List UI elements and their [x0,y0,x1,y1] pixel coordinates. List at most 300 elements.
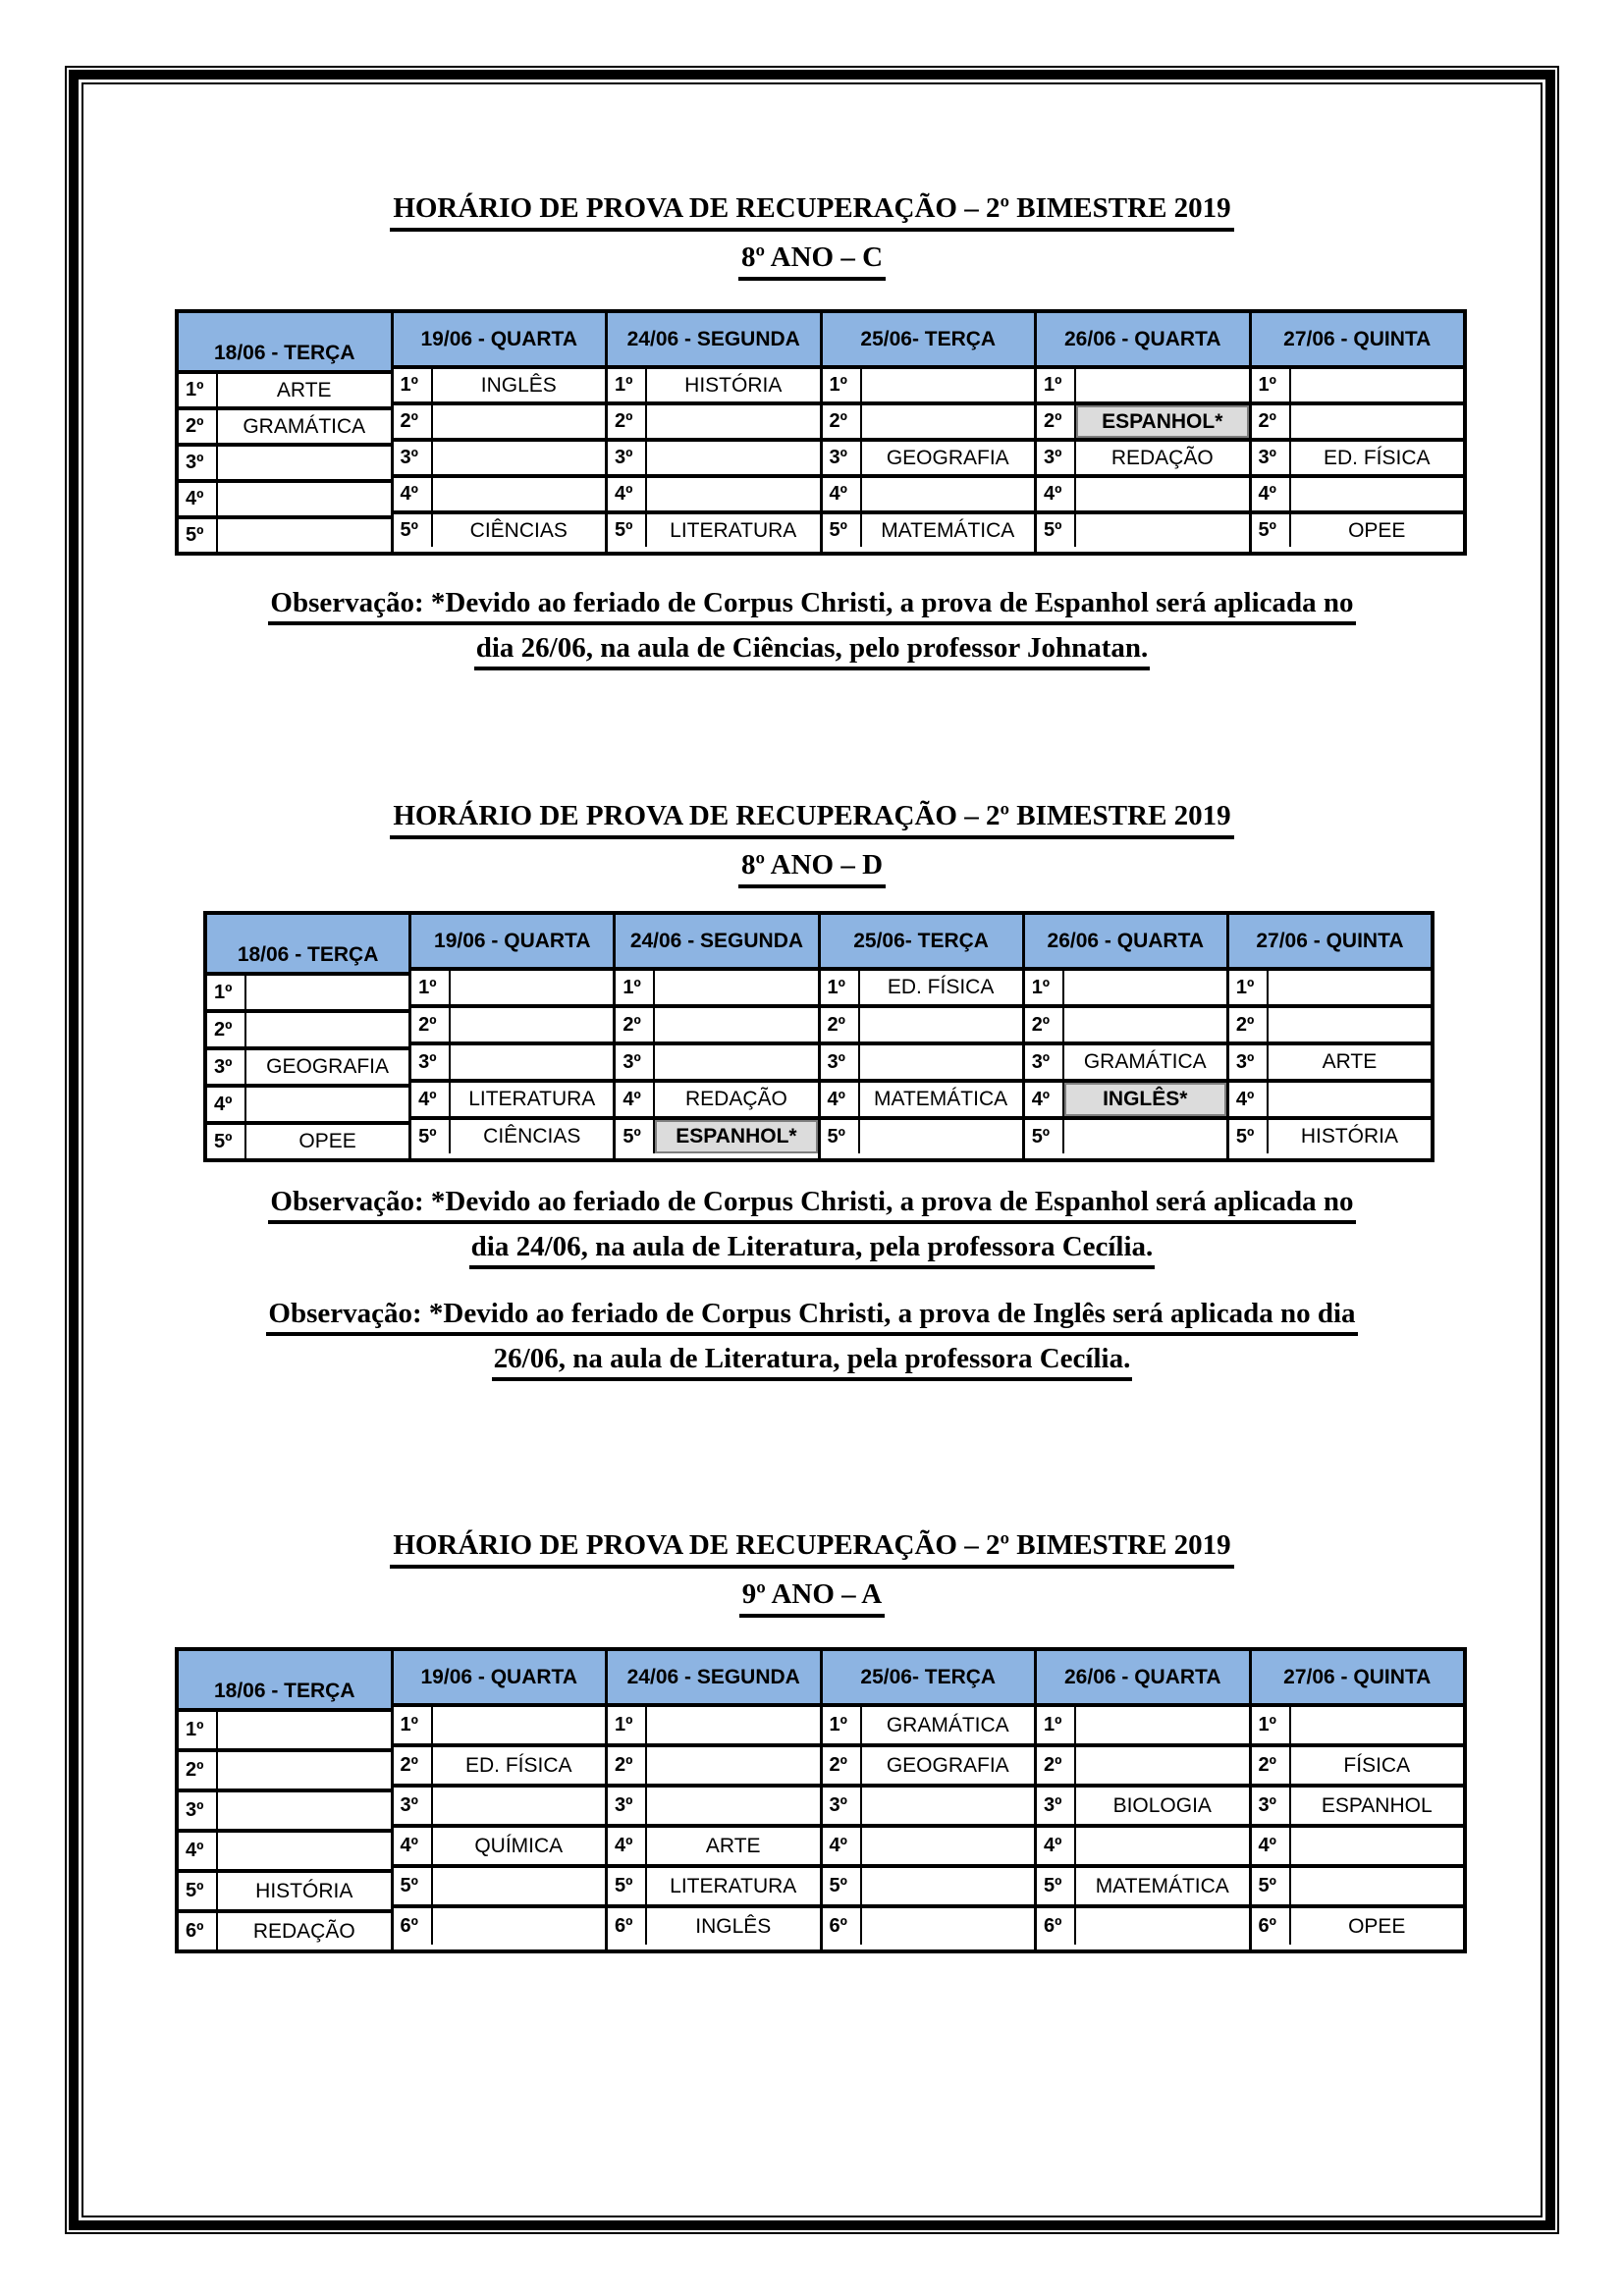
schedule-row [1252,369,1464,405]
subject-cell: ED. FÍSICA [1323,446,1431,469]
period-label: 2º [1252,1747,1291,1784]
period-label: 3º [823,1788,862,1824]
day-column [408,915,613,1158]
schedule-row [608,478,820,514]
period-label: 4º [179,483,218,515]
empty-cell [1076,1908,1249,1945]
period-label: 5º [1037,1868,1076,1904]
period-label: 5º [394,514,433,547]
period-label: 1º [394,369,433,401]
day-header: 24/06 - SEGUNDA [608,1651,820,1707]
schedule-row [1229,1008,1431,1045]
period-label: 3º [823,442,862,474]
period-label: 5º [616,1120,655,1153]
empty-cell [451,1008,613,1041]
schedule-row [821,1083,1022,1120]
subject-cell: FÍSICA [1343,1753,1411,1777]
empty-cell [647,442,820,474]
day-header: 25/06- TERÇA [823,313,1035,369]
subject-cell: OPEE [298,1130,356,1152]
schedule-row [394,514,606,547]
day-column [605,1651,820,1949]
schedule-row [394,1868,606,1908]
schedule-row [823,1908,1035,1945]
subject-cell: MATEMÁTICA [874,1088,1008,1110]
schedule-row [1025,1008,1226,1045]
period-label: 3º [1037,1788,1076,1824]
period-label: 4º [394,478,433,510]
day-header: 27/06 - QUINTA [1252,313,1464,369]
empty-cell [647,1747,820,1784]
day-header: 18/06 - TERÇA [179,313,391,374]
day-column [179,1651,391,1949]
schedule-table-8D [203,911,1435,1162]
period-label: 2º [394,405,433,438]
empty-cell [1076,514,1249,547]
period-label: 6º [608,1908,647,1945]
schedule-row [1252,1828,1464,1868]
schedule-row [207,1013,408,1050]
schedule-row [1252,1707,1464,1747]
schedule-row [394,1788,606,1828]
empty-cell [451,971,613,1004]
observation-line: dia 24/06, na aula de Literatura, pela professora Cecília. [469,1231,1156,1269]
empty-cell [862,1828,1035,1864]
day-header: 24/06 - SEGUNDA [608,313,820,369]
observation-line: Observação: *Devido ao feriado de Corpus Christi, a prova de Inglês será aplicada no dia [266,1298,1357,1336]
period-label: 5º [608,1868,647,1904]
period-label: 3º [207,1050,246,1084]
schedule-row [411,1008,613,1045]
section-2-title: HORÁRIO DE PROVA DE RECUPERAÇÃO – 2º BIMESTRE 2019 [390,800,1233,839]
period-label: 4º [394,1828,433,1864]
schedule-row [179,1873,391,1913]
schedule-row [207,1050,408,1088]
schedule-row [179,374,391,410]
subject-cell: MATEMÁTICA [881,518,1015,542]
empty-cell [862,1868,1035,1904]
schedule-row [608,514,820,547]
schedule-row [608,1868,820,1908]
schedule-row [1252,478,1464,514]
period-label: 1º [179,374,218,406]
period-label: 4º [608,1828,647,1864]
schedule-row [1037,1828,1249,1868]
empty-cell [246,1088,408,1121]
schedule-row [394,405,606,442]
period-label: 5º [823,514,862,547]
schedule-row [608,1747,820,1788]
schedule-row [179,447,391,483]
subject-cell: GEOGRAFIA [886,446,1009,469]
observation-3 [0,1298,1624,1388]
schedule-row [1252,1747,1464,1788]
schedule-row [411,1083,613,1120]
empty-cell [218,1833,391,1869]
day-header: 26/06 - QUARTA [1025,915,1226,971]
period-label: 4º [207,1088,246,1121]
period-label: 3º [179,447,218,479]
day-header: 18/06 - TERÇA [207,915,408,976]
empty-cell [1064,971,1226,1004]
period-label: 3º [608,442,647,474]
empty-cell [655,971,817,1004]
day-column [1022,915,1226,1158]
subject-cell: GRAMÁTICA [886,1713,1009,1736]
empty-cell [862,1908,1035,1945]
day-column [391,1651,606,1949]
schedule-row [1252,1908,1464,1945]
period-label: 1º [821,971,860,1004]
schedule-row [179,1752,391,1792]
day-header: 27/06 - QUINTA [1252,1651,1464,1707]
period-label: 4º [1037,478,1076,510]
section-3-title-block [0,1529,1624,1618]
schedule-row [823,1868,1035,1908]
empty-cell [218,483,391,515]
period-label: 3º [1037,442,1076,474]
schedule-row [616,1045,817,1083]
empty-cell [1291,1828,1464,1864]
schedule-row [207,1088,408,1125]
subject-cell: ED. FÍSICA [887,976,995,998]
empty-cell [218,519,391,552]
subject-cell: HISTÓRIA [684,373,783,397]
subject-cell: CIÊNCIAS [483,1125,581,1148]
period-label: 1º [823,369,862,401]
period-label: 3º [1229,1045,1269,1079]
empty-cell [1076,1747,1249,1784]
empty-cell [1291,1868,1464,1904]
period-label: 1º [1252,1707,1291,1743]
day-column [820,313,1035,552]
schedule-row [1025,1045,1226,1083]
period-label: 3º [1025,1045,1064,1079]
period-label: 5º [207,1125,246,1158]
observation-2 [0,1186,1624,1276]
schedule-row [179,483,391,519]
day-column [1226,915,1431,1158]
schedule-row [1025,1083,1226,1120]
empty-cell [1076,369,1249,401]
day-header: 19/06 - QUARTA [394,313,606,369]
subject-cell: GRAMÁTICA [243,414,366,438]
period-label: 5º [821,1120,860,1153]
subject-cell: REDAÇÃO [1110,446,1214,469]
day-column [1249,313,1464,552]
period-label: 6º [394,1908,433,1945]
subject-cell: GEOGRAFIA [266,1055,390,1078]
observation-line: Observação: *Devido ao feriado de Corpus Christi, a prova de Espanhol será aplicada no [268,1186,1355,1224]
period-label: 5º [608,514,647,547]
schedule-row [1025,971,1226,1008]
schedule-row [1037,405,1249,442]
subject-cell: ARTE [276,378,332,401]
day-header: 18/06 - TERÇA [179,1651,391,1712]
empty-cell [862,1788,1035,1824]
period-label: 5º [1252,514,1291,547]
day-column [1034,1651,1249,1949]
day-column [613,915,817,1158]
empty-cell [1064,1008,1226,1041]
schedule-row [394,1747,606,1788]
schedule-row [608,442,820,478]
empty-cell [862,405,1035,438]
period-label: 6º [179,1913,218,1949]
period-label: 3º [394,1788,433,1824]
period-label: 3º [411,1045,451,1079]
subject-cell: MATEMÁTICA [1095,1874,1229,1897]
schedule-row [179,1913,391,1949]
subject-cell: INGLÊS [695,1914,772,1938]
empty-cell [1291,1707,1464,1743]
section-1-title-block [0,192,1624,281]
schedule-row [1252,1868,1464,1908]
empty-cell [433,1868,606,1904]
schedule-table-8C [175,309,1467,556]
period-label: 3º [179,1792,218,1829]
schedule-row [1252,514,1464,547]
period-label: 4º [411,1083,451,1116]
subject-cell: LITERATURA [670,1874,797,1897]
empty-cell [1269,1008,1431,1041]
schedule-row [1025,1120,1226,1153]
section-1-subtitle: 8º ANO – C [738,241,886,281]
schedule-row [823,1828,1035,1868]
schedule-row [394,369,606,405]
period-label: 2º [411,1008,451,1041]
schedule-row [821,971,1022,1008]
subject-cell: QUÍMICA [474,1834,564,1857]
empty-cell [451,1045,613,1079]
subject-cell: HISTÓRIA [1300,1125,1399,1148]
period-label: 2º [1025,1008,1064,1041]
day-column [207,915,408,1158]
schedule-row [823,1707,1035,1747]
day-column [179,313,391,552]
schedule-row [394,442,606,478]
period-label: 4º [1037,1828,1076,1864]
empty-cell [655,1008,817,1041]
day-header: 26/06 - QUARTA [1037,1651,1249,1707]
schedule-row [207,976,408,1013]
period-label: 2º [394,1747,433,1784]
period-label: 5º [394,1868,433,1904]
schedule-row [1229,1120,1431,1153]
schedule-row [608,1707,820,1747]
period-label: 4º [823,478,862,510]
schedule-row [616,971,817,1008]
empty-cell [1269,971,1431,1004]
subject-cell-highlighted: ESPANHOL* [655,1120,817,1153]
period-label: 2º [179,1752,218,1789]
period-label: 1º [608,1707,647,1743]
empty-cell [433,1788,606,1824]
period-label: 1º [207,976,246,1009]
schedule-row [1037,1868,1249,1908]
period-label: 3º [616,1045,655,1079]
section-2-subtitle: 8º ANO – D [738,849,886,888]
schedule-row [1037,1707,1249,1747]
period-label: 3º [1252,1788,1291,1824]
period-label: 2º [207,1013,246,1046]
empty-cell [860,1120,1022,1153]
subject-cell: LITERATURA [468,1088,596,1110]
period-label: 1º [823,1707,862,1743]
schedule-row [1229,1045,1431,1083]
schedule-row [411,1045,613,1083]
period-label: 1º [1229,971,1269,1004]
observation-1 [0,587,1624,677]
empty-cell [647,405,820,438]
empty-cell [647,478,820,510]
period-label: 4º [1025,1083,1064,1116]
period-label: 2º [1037,1747,1076,1784]
period-label: 1º [411,971,451,1004]
schedule-row [823,405,1035,442]
schedule-row [616,1120,817,1153]
period-label: 3º [821,1045,860,1079]
period-label: 5º [411,1120,451,1153]
day-header: 26/06 - QUARTA [1037,313,1249,369]
schedule-row [823,1747,1035,1788]
period-label: 1º [1252,369,1291,401]
period-label: 2º [1252,405,1291,438]
period-label: 2º [1229,1008,1269,1041]
period-label: 2º [823,1747,862,1784]
subject-cell: INGLÊS [480,373,557,397]
schedule-row [1252,405,1464,442]
period-label: 4º [1252,1828,1291,1864]
schedule-row [1229,1083,1431,1120]
period-label: 5º [1229,1120,1269,1153]
period-label: 3º [394,442,433,474]
empty-cell [1291,478,1464,510]
schedule-row [608,1788,820,1828]
observation-line: Observação: *Devido ao feriado de Corpus Christi, a prova de Espanhol será aplicada no [268,587,1355,625]
period-label: 5º [1037,514,1076,547]
period-label: 5º [1025,1120,1064,1153]
schedule-row [821,1120,1022,1153]
period-label: 6º [1037,1908,1076,1945]
period-label: 1º [608,369,647,401]
day-header: 19/06 - QUARTA [411,915,613,971]
empty-cell [1269,1083,1431,1116]
schedule-row [616,1083,817,1120]
day-header: 24/06 - SEGUNDA [616,915,817,971]
subject-cell: ESPANHOL [1321,1793,1433,1817]
period-label: 1º [616,971,655,1004]
subject-cell-highlighted: INGLÊS* [1064,1083,1226,1116]
period-label: 2º [608,405,647,438]
period-label: 2º [608,1747,647,1784]
empty-cell [1291,405,1464,438]
subject-cell: ARTE [705,1834,761,1857]
subject-cell-highlighted: ESPANHOL* [1076,405,1249,438]
schedule-row [179,1833,391,1873]
subject-cell: BIOLOGIA [1112,1793,1212,1817]
empty-cell [1076,1707,1249,1743]
subject-cell: LITERATURA [670,518,797,542]
day-header: 19/06 - QUARTA [394,1651,606,1707]
empty-cell [1076,478,1249,510]
schedule-row [1037,369,1249,405]
section-2-title-block [0,800,1624,888]
schedule-row [394,1707,606,1747]
schedule-row [1037,478,1249,514]
empty-cell [862,369,1035,401]
schedule-row [1252,1788,1464,1828]
period-label: 4º [1229,1083,1269,1116]
day-header: 25/06- TERÇA [821,915,1022,971]
empty-cell [433,1707,606,1743]
period-label: 5º [179,519,218,552]
empty-cell [218,1712,391,1748]
subject-cell: REDAÇÃO [685,1088,787,1110]
schedule-row [1037,442,1249,478]
period-label: 1º [394,1707,433,1743]
empty-cell [1291,369,1464,401]
period-label: 1º [1037,369,1076,401]
empty-cell [433,442,606,474]
period-label: 2º [179,410,218,443]
schedule-row [1037,1747,1249,1788]
schedule-row [394,478,606,514]
schedule-row [1229,971,1431,1008]
schedule-row [179,1792,391,1833]
empty-cell [1064,1120,1226,1153]
period-label: 2º [823,405,862,438]
schedule-row [823,442,1035,478]
schedule-row [823,478,1035,514]
schedule-row [1037,1908,1249,1945]
empty-cell [218,447,391,479]
empty-cell [860,1008,1022,1041]
subject-cell: REDAÇÃO [252,1919,355,1943]
period-label: 5º [179,1873,218,1909]
period-label: 1º [1025,971,1064,1004]
schedule-row [823,514,1035,547]
schedule-row [823,1788,1035,1828]
observation-line: dia 26/06, na aula de Ciências, pelo professor Johnatan. [474,632,1151,670]
schedule-row [821,1008,1022,1045]
observation-line: 26/06, na aula de Literatura, pela professora Cecília. [492,1343,1133,1381]
period-label: 1º [1037,1707,1076,1743]
schedule-row [608,1828,820,1868]
empty-cell [860,1045,1022,1079]
period-label: 3º [608,1788,647,1824]
empty-cell [218,1752,391,1789]
period-label: 1º [179,1712,218,1748]
schedule-row [616,1008,817,1045]
empty-cell [246,976,408,1009]
schedule-row [179,519,391,552]
schedule-row [394,1828,606,1868]
schedule-row [608,1908,820,1945]
empty-cell [647,1788,820,1824]
schedule-row [1252,442,1464,478]
subject-cell: OPEE [1348,1914,1406,1938]
schedule-row [394,1908,606,1945]
empty-cell [218,1792,391,1829]
period-label: 4º [1252,478,1291,510]
schedule-row [823,369,1035,405]
schedule-row [1037,514,1249,547]
section-3-subtitle: 9º ANO – A [739,1578,886,1618]
day-column [391,313,606,552]
period-label: 2º [616,1008,655,1041]
period-label: 2º [821,1008,860,1041]
